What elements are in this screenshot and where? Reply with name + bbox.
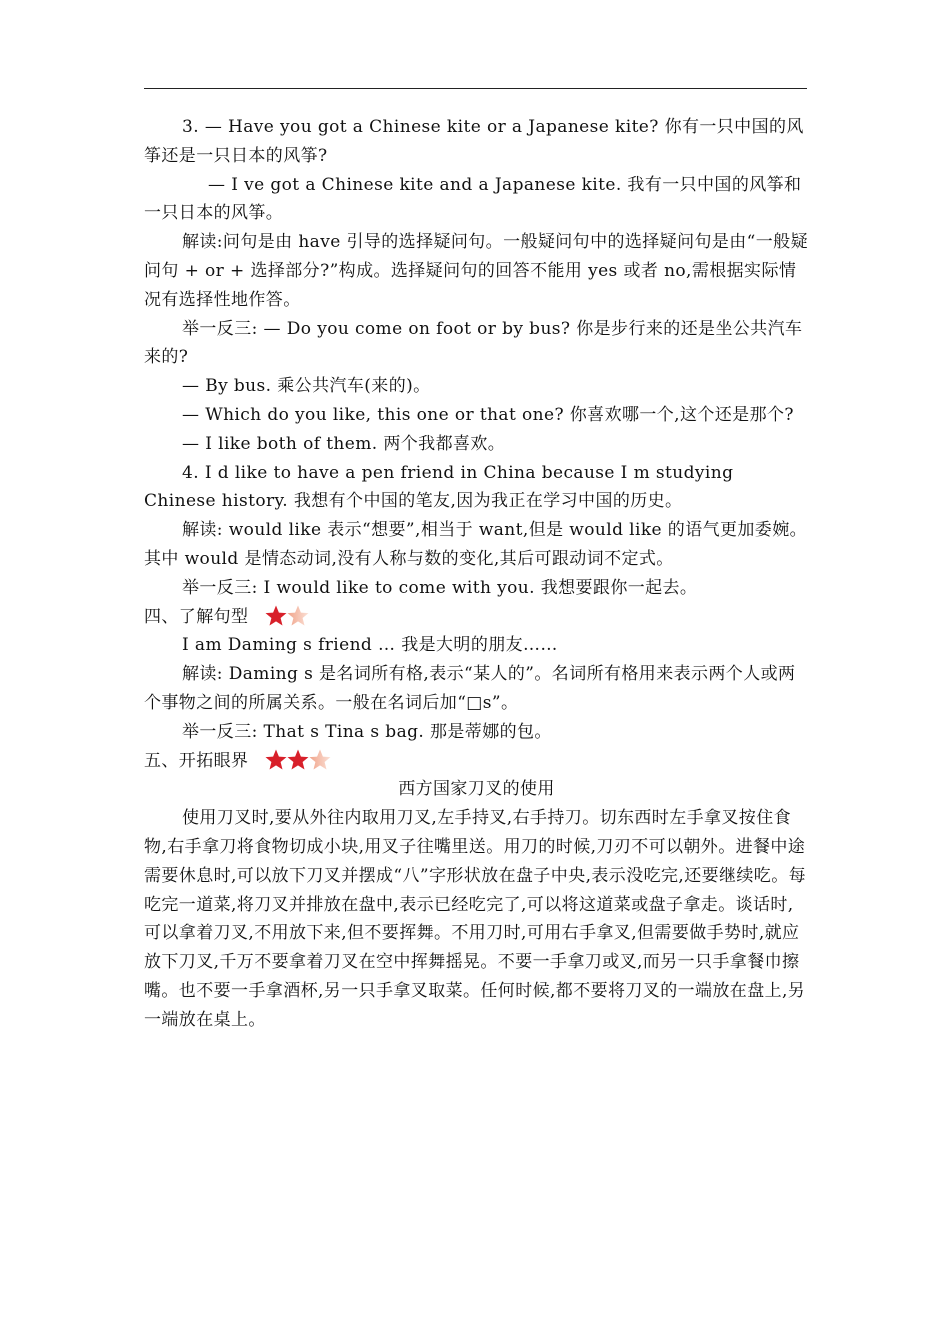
header-rule bbox=[144, 88, 807, 89]
item3-explanation: 解读:问句是由 have 引导的选择疑问句。一般疑问句中的选择疑问句是由“一般疑问句 + or + 选择部分?”构成。选择疑问句的回答不能用 yes 或者 no,需根据实际情况有选择性地作答。 bbox=[144, 232, 808, 310]
section4-star-rating bbox=[264, 604, 308, 628]
half-star-icon bbox=[308, 748, 332, 772]
star-icon bbox=[286, 748, 310, 772]
item4-explanation: 解读: would like 表示“想要”,相当于 want,但是 would like 的语气更加委婉。其中 would 是情态动词,没有人称与数的变化,其后可跟动词不定式。 bbox=[144, 520, 807, 569]
star-icon bbox=[264, 748, 288, 772]
section4-example: 举一反三: That s Tina s bag. 那是蒂娜的包。 bbox=[182, 721, 552, 742]
item4-example: 举一反三: I would like to come with you. 我想要跟你一起去。 bbox=[182, 577, 698, 598]
section5-body: 使用刀叉时,要从外往内取用刀叉,左手持叉,右手持刀。切东西时左手拿叉按住食物,右手拿刀将食物切成小块,用叉子往嘴里送。用刀的时候,刀刃不可以朝外。进餐中途需要休息时,可以放下刀叉并摆成“八”字形状放在盘子中央,表示没吃完,还要继续吃。每吃完一道菜,将刀叉并排放在盘中,表示已经吃完了,可以将这道菜或盘子拿走。谈话时,可以拿着刀叉,不用放下来,但不要挥舞。不用刀时,可用右手拿叉,但需要做手势时,就应放下刀叉,千万不要拿着刀叉在空中挥舞摇晃。不要一手拿刀或叉,而另一只手拿餐巾擦嘴。也不要一手拿酒杯,另一只手拿叉取菜。任何时候,都不要将刀叉的一端放在盘上,另一端放在桌上。 bbox=[144, 808, 806, 1030]
section5-heading bbox=[144, 747, 809, 776]
half-star-icon bbox=[286, 604, 310, 628]
section4-title: 四、了解句型 bbox=[144, 606, 249, 627]
star-icon bbox=[264, 604, 288, 628]
section5-title: 五、开拓眼界 bbox=[144, 750, 249, 771]
section5-star-rating bbox=[264, 748, 330, 772]
item3-example-2: — By bus. 乘公共汽车(来的)。 bbox=[182, 376, 431, 397]
item3-example-3: — Which do you like, this one or that one? 你喜欢哪一个,这个还是那个? bbox=[182, 404, 794, 425]
item3-example-1: 举一反三: — Do you come on foot or by bus? 你是步行来的还是坐公共汽车来的? bbox=[144, 318, 803, 368]
item4-sentence: 4. I d like to have a pen friend in China because I m studying Chinese history. 我想有个中国的笔友,因为我正在学习中国的历史。 bbox=[144, 462, 734, 512]
item3-answer: — I ve got a Chinese kite and a Japanese kite. 我有一只中国的风筝和一只日本的风筝。 bbox=[144, 174, 802, 224]
section5-subtitle: 西方国家刀叉的使用 bbox=[398, 779, 555, 800]
item3-example-4: — I like both of them. 两个我都喜欢。 bbox=[182, 433, 506, 454]
section4-heading bbox=[144, 603, 809, 632]
item3-question: 3. — Have you got a Chinese kite or a Japanese kite? 你有一只中国的风筝还是一只日本的风筝? bbox=[144, 117, 804, 166]
section4-sentence: I am Daming s friend … 我是大明的朋友…… bbox=[182, 635, 558, 656]
document-body bbox=[144, 113, 809, 1035]
section4-explanation: 解读: Daming s 是名词所有格,表示“某人的”。名词所有格用来表示两个人或两个事物之间的所属关系。一般在名词后加“□s”。 bbox=[144, 664, 796, 713]
